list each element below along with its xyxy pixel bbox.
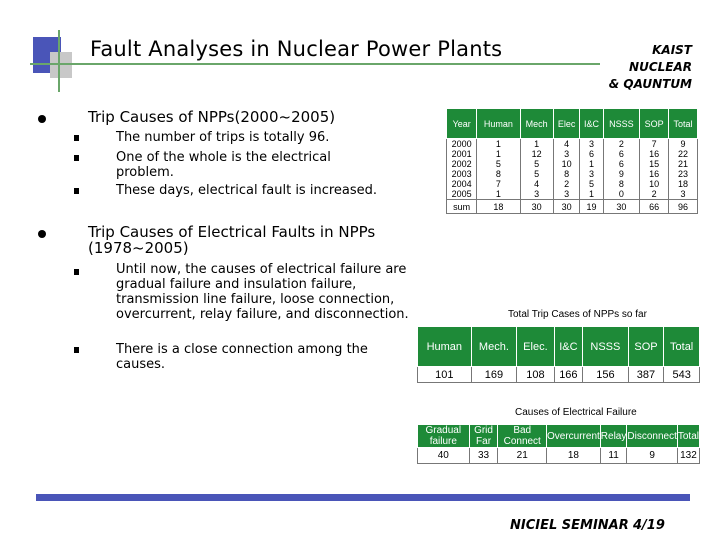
org-label <box>600 42 692 93</box>
table-cell: 132 <box>677 448 699 464</box>
bullet-2-sub-1: Until now, the causes of electrical failure are gradual failure and insulation failure, transmission line failure, loose connection, overcurrent, relay failure, and disconnection. <box>116 262 409 322</box>
table-cell: 16 <box>640 169 669 179</box>
table-cell: 169 <box>471 367 517 383</box>
table-header-cell: Mech <box>520 109 553 139</box>
table-cell: 156 <box>583 367 629 383</box>
table-cell: 2003 <box>447 169 477 179</box>
table-header-cell: SOP <box>640 109 669 139</box>
table-cell: 23 <box>669 169 698 179</box>
table-cell: 19 <box>580 200 603 214</box>
footer-rule <box>36 494 690 501</box>
table-cell: 8 <box>603 179 640 189</box>
table-cell: 2004 <box>447 179 477 189</box>
trip-causes-table <box>446 108 698 214</box>
table-cell: 5 <box>520 159 553 169</box>
table-cell: 4 <box>553 139 580 150</box>
sub-bullet-square <box>74 135 79 141</box>
table-cell: 2001 <box>447 149 477 159</box>
table-header-cell: Total <box>669 109 698 139</box>
sub-bullet-square <box>74 155 79 161</box>
table-header-cell: Overcurrent <box>547 425 601 448</box>
table-cell: 16 <box>640 149 669 159</box>
table-cell: 6 <box>580 149 603 159</box>
table-cell: 3 <box>580 139 603 150</box>
table-header-cell: I&C <box>554 327 582 367</box>
table-cell: 33 <box>469 448 498 464</box>
table-cell: 9 <box>669 139 698 150</box>
table-cell: 30 <box>603 200 640 214</box>
table-cell: 7 <box>640 139 669 150</box>
table-row <box>418 448 700 464</box>
table-cell: 3 <box>580 169 603 179</box>
table-header-cell: Bad Connect <box>498 425 547 448</box>
table-cell: 3 <box>669 189 698 200</box>
table-header-cell: Relay <box>600 425 627 448</box>
table-cell: 0 <box>603 189 640 200</box>
table-cell: 7 <box>477 179 520 189</box>
table-cell: 8 <box>553 169 580 179</box>
table-header-cell: Mech. <box>471 327 517 367</box>
table-header-cell: Elec <box>553 109 580 139</box>
table-cell: 1 <box>520 139 553 150</box>
table-cell: 166 <box>554 367 582 383</box>
bullet-1-sub-2: One of the whole is the electrical problem. <box>116 150 331 180</box>
table-cell: 1 <box>477 189 520 200</box>
table-row <box>447 169 698 179</box>
electrical-failure-table <box>417 424 700 464</box>
table-header-row <box>418 425 700 448</box>
table-cell: 5 <box>520 169 553 179</box>
table-cell: 543 <box>664 367 700 383</box>
table-cell: 2 <box>603 139 640 150</box>
table-row <box>447 149 698 159</box>
table-cell: 2 <box>640 189 669 200</box>
table-cell: 1 <box>580 159 603 169</box>
table-header-cell: Disconnect <box>627 425 677 448</box>
table-header-cell: I&C <box>580 109 603 139</box>
slide-title: Fault Analyses in Nuclear Power Plants <box>90 37 503 61</box>
table-cell: 18 <box>669 179 698 189</box>
table-row <box>447 139 698 150</box>
sub-bullet-square <box>74 347 79 353</box>
table-cell: 1 <box>477 139 520 150</box>
sub-bullet-square <box>74 188 79 194</box>
table-header-cell: NSSS <box>603 109 640 139</box>
table-cell: 18 <box>547 448 601 464</box>
header-vertical-rule <box>58 30 60 92</box>
table-cell: 66 <box>640 200 669 214</box>
table2-caption: Total Trip Cases of NPPs so far <box>508 309 647 320</box>
table-cell: 4 <box>520 179 553 189</box>
table-header-cell: Total <box>664 327 700 367</box>
table-header-cell: NSSS <box>583 327 629 367</box>
table-cell: 3 <box>553 149 580 159</box>
table-row <box>447 200 698 214</box>
table-cell: 5 <box>580 179 603 189</box>
table-cell: 6 <box>603 159 640 169</box>
table-cell: 387 <box>628 367 664 383</box>
table-cell: 2002 <box>447 159 477 169</box>
table-header-cell: Total <box>677 425 699 448</box>
bullet-dot <box>38 230 46 238</box>
table-header-cell: SOP <box>628 327 664 367</box>
table-header-cell: Year <box>447 109 477 139</box>
table-cell: 3 <box>553 189 580 200</box>
table-header-cell: Human <box>477 109 520 139</box>
table3-caption: Causes of Electrical Failure <box>515 407 637 418</box>
org-line-2: & QAUNTUM <box>608 77 692 91</box>
seminar-label: NICIEL SEMINAR <box>510 518 629 533</box>
table-header-cell: Gradual failure <box>418 425 470 448</box>
header-horizontal-rule <box>30 63 600 65</box>
table-cell: 9 <box>627 448 677 464</box>
table-header-row <box>418 327 700 367</box>
table-cell: 30 <box>520 200 553 214</box>
table-header-cell: Elec. <box>517 327 554 367</box>
table-row <box>418 367 700 383</box>
table-cell: 11 <box>600 448 627 464</box>
table-cell: 18 <box>477 200 520 214</box>
table-cell: 9 <box>603 169 640 179</box>
table-row <box>447 189 698 200</box>
table-cell: 40 <box>418 448 470 464</box>
table-cell: 1 <box>580 189 603 200</box>
bullet-1-sub-1: The number of trips is totally 96. <box>116 130 330 145</box>
table-cell: 6 <box>603 149 640 159</box>
org-line-1: KAIST NUCLEAR <box>629 43 692 74</box>
table-cell: 10 <box>553 159 580 169</box>
table-header-row <box>447 109 698 139</box>
table-cell: 21 <box>669 159 698 169</box>
table-cell: 5 <box>477 159 520 169</box>
table-row <box>447 159 698 169</box>
table-cell: 101 <box>418 367 472 383</box>
table-row <box>447 179 698 189</box>
bullet-1-text: Trip Causes of NPPs(2000~2005) <box>88 108 336 126</box>
table-cell: 22 <box>669 149 698 159</box>
table-cell: 10 <box>640 179 669 189</box>
table-cell: 2005 <box>447 189 477 200</box>
total-trip-cases-table <box>417 326 700 383</box>
table-cell: 30 <box>553 200 580 214</box>
table-cell: 108 <box>517 367 554 383</box>
table-cell: 12 <box>520 149 553 159</box>
sub-bullet-square <box>74 269 79 275</box>
bullet-dot <box>38 115 46 123</box>
table-cell: 8 <box>477 169 520 179</box>
table-cell: 3 <box>520 189 553 200</box>
bullet-2-text: Trip Causes of Electrical Faults in NPPs (1978~2005) <box>88 223 376 257</box>
table-cell: 15 <box>640 159 669 169</box>
table-cell: 2000 <box>447 139 477 150</box>
header-decoration-gray <box>50 52 72 78</box>
table-cell: 21 <box>498 448 547 464</box>
bullet-1-sub-3: These days, electrical fault is increased. <box>116 183 378 198</box>
table-cell: sum <box>447 200 477 214</box>
table-cell: 96 <box>669 200 698 214</box>
bullet-2-sub-2: There is a close connection among the causes. <box>116 342 368 372</box>
page-number: 4/19 <box>633 518 665 533</box>
table-header-cell: Grid Far <box>469 425 498 448</box>
table-cell: 1 <box>477 149 520 159</box>
table-header-cell: Human <box>418 327 472 367</box>
table-cell: 2 <box>553 179 580 189</box>
